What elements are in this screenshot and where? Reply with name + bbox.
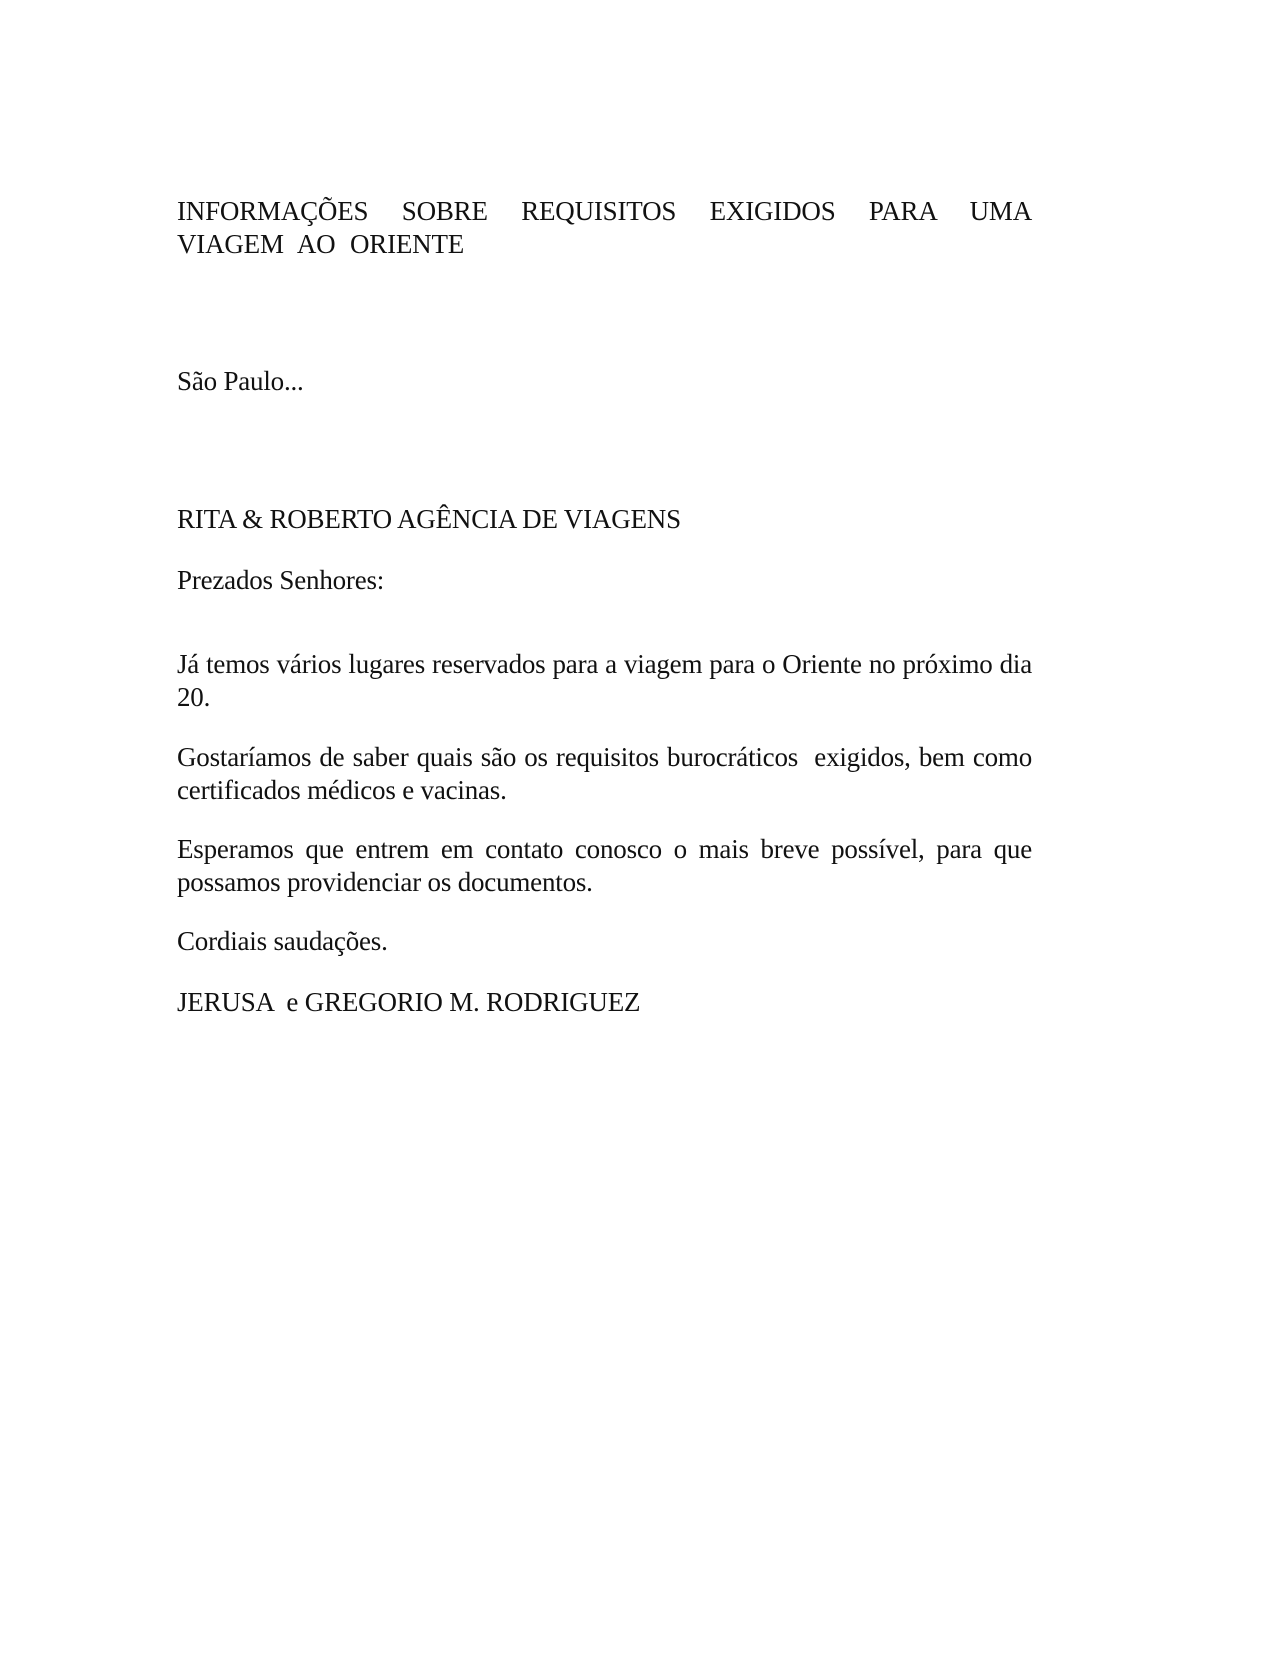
- closing: Cordiais saudações.: [177, 926, 388, 956]
- paragraph: Gostaríamos de saber quais são os requisitos burocráticos exigidos, bem como certificados médicos e vacinas.: [177, 742, 1039, 805]
- document-title: INFORMAÇÕES SOBRE REQUISITOS EXIGIDOS PARA UMA VIAGEM AO ORIENTE: [177, 196, 1032, 259]
- place-line: São Paulo...: [177, 366, 304, 396]
- paragraph: Já temos vários lugares reservados para a viagem para o Oriente no próximo dia 20.: [177, 649, 1032, 712]
- signature: JERUSA e GREGORIO M. RODRIGUEZ: [177, 987, 641, 1017]
- salutation: Prezados Senhores:: [177, 565, 385, 595]
- paragraph: Esperamos que entrem em contato conosco o mais breve possível, para que possamos providenciar os documentos.: [177, 834, 1032, 897]
- recipient: RITA & ROBERTO AGÊNCIA DE VIAGENS: [177, 504, 681, 534]
